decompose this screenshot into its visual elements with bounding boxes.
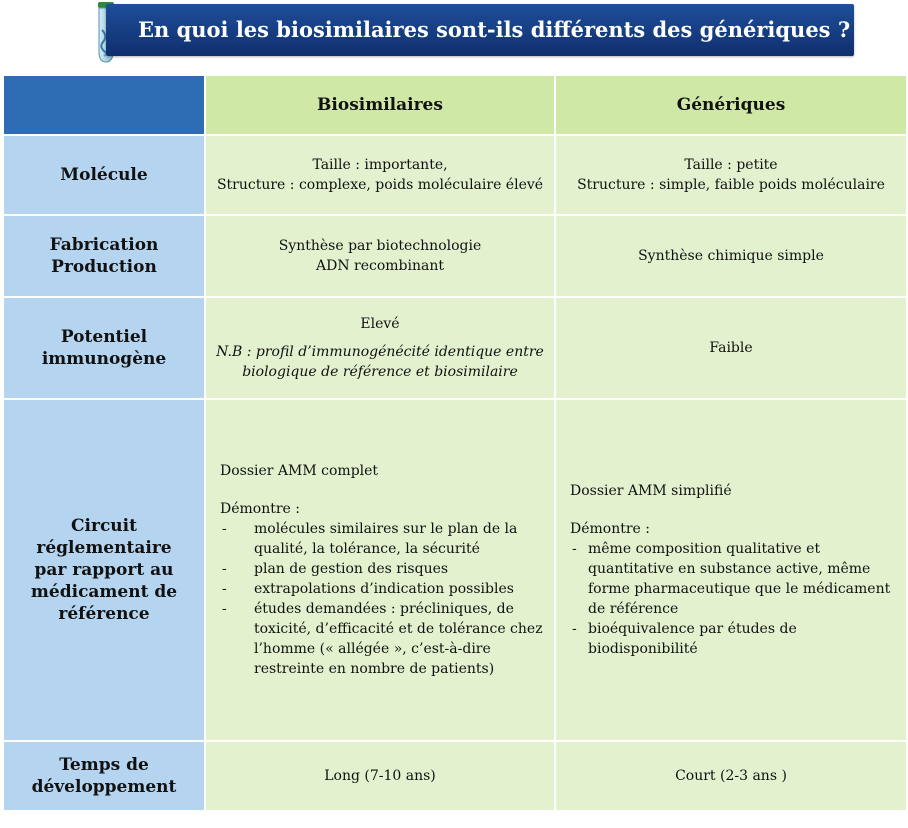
circuit-generiques [555, 399, 907, 741]
row-label-line: développement [31, 777, 177, 797]
row-label-molecule: Molécule [3, 135, 205, 215]
row-immunogene [3, 297, 907, 399]
title-banner [106, 4, 854, 56]
immuno-generiques: Faible [555, 297, 907, 399]
row-label-line: Circuit [71, 516, 137, 536]
circuit-gen-list [570, 539, 898, 659]
molecule-bio-line: Structure : complexe, poids moléculaire élevé [216, 177, 544, 193]
row-label-fabrication [3, 215, 205, 297]
circuit-bio-list [220, 519, 546, 679]
row-label-line: référence [58, 604, 150, 624]
header-row [3, 75, 907, 135]
row-label-line: médicament de [30, 582, 178, 602]
immuno-bio-note: N.B : profil d’immunogénécité identique entre biologique de référence et biosimilaire [216, 344, 544, 380]
temps-biosimilaires: Long (7-10 ans) [205, 741, 555, 811]
row-label-line: immunogène [41, 349, 167, 369]
column-header-biosimilaires: Biosimilaires [205, 75, 555, 135]
list-item: - extrapolations d’indication possibles [220, 579, 546, 599]
circuit-bio-demontre: Démontre : [220, 501, 301, 517]
header-corner [3, 75, 205, 135]
row-temps [3, 741, 907, 811]
row-molecule [3, 135, 907, 215]
column-header-generiques: Génériques [555, 75, 907, 135]
comparison-table [2, 74, 908, 812]
list-item: - plan de gestion des risques [220, 559, 546, 579]
immuno-biosimilaires [205, 297, 555, 399]
molecule-gen-line: Taille : petite [684, 157, 778, 173]
circuit-biosimilaires [205, 399, 555, 741]
row-label-line: Temps de [59, 755, 149, 775]
row-circuit [3, 399, 907, 741]
row-label-circuit [3, 399, 205, 741]
molecule-biosimilaires [205, 135, 555, 215]
list-item: - molécules similaires sur le plan de la qualité, la tolérance, la sécurité [220, 519, 546, 559]
list-item: - bioéquivalence par études de biodisponibilité [570, 619, 898, 659]
list-item: - études demandées : précliniques, de toxicité, d’efficacité et de tolérance chez l’homme (« allégée », c’est-à-dire restreinte en nombre de patients) [220, 599, 546, 679]
row-label-line: par rapport au [34, 560, 174, 580]
row-label-line: Potentiel [60, 327, 148, 347]
immuno-bio-value: Elevé [360, 316, 400, 332]
fabrication-biosimilaires [205, 215, 555, 297]
circuit-bio-title: Dossier AMM complet [220, 463, 379, 479]
fabrication-bio-line: Synthèse par biotechnologie [278, 238, 482, 254]
row-label-immunogene [3, 297, 205, 399]
molecule-bio-line: Taille : importante, [312, 157, 448, 173]
row-label-line: Production [51, 257, 157, 277]
fabrication-bio-line: ADN recombinant [315, 258, 444, 274]
page-title: En quoi les biosimilaires sont-ils différents des génériques ? [138, 17, 851, 42]
circuit-gen-demontre: Démontre : [570, 521, 651, 537]
temps-generiques: Court (2-3 ans ) [555, 741, 907, 811]
row-label-line: Fabrication [49, 235, 159, 255]
molecule-generiques [555, 135, 907, 215]
list-item: - même composition qualitative et quantitative en substance active, même forme pharmaceutique que le médicament de référence [570, 539, 898, 619]
row-label-line: réglementaire [36, 538, 172, 558]
row-label-temps [3, 741, 205, 811]
molecule-gen-line: Structure : simple, faible poids moléculaire [577, 177, 885, 193]
row-fabrication [3, 215, 907, 297]
fabrication-generiques: Synthèse chimique simple [555, 215, 907, 297]
circuit-gen-title: Dossier AMM simplifié [570, 483, 732, 499]
